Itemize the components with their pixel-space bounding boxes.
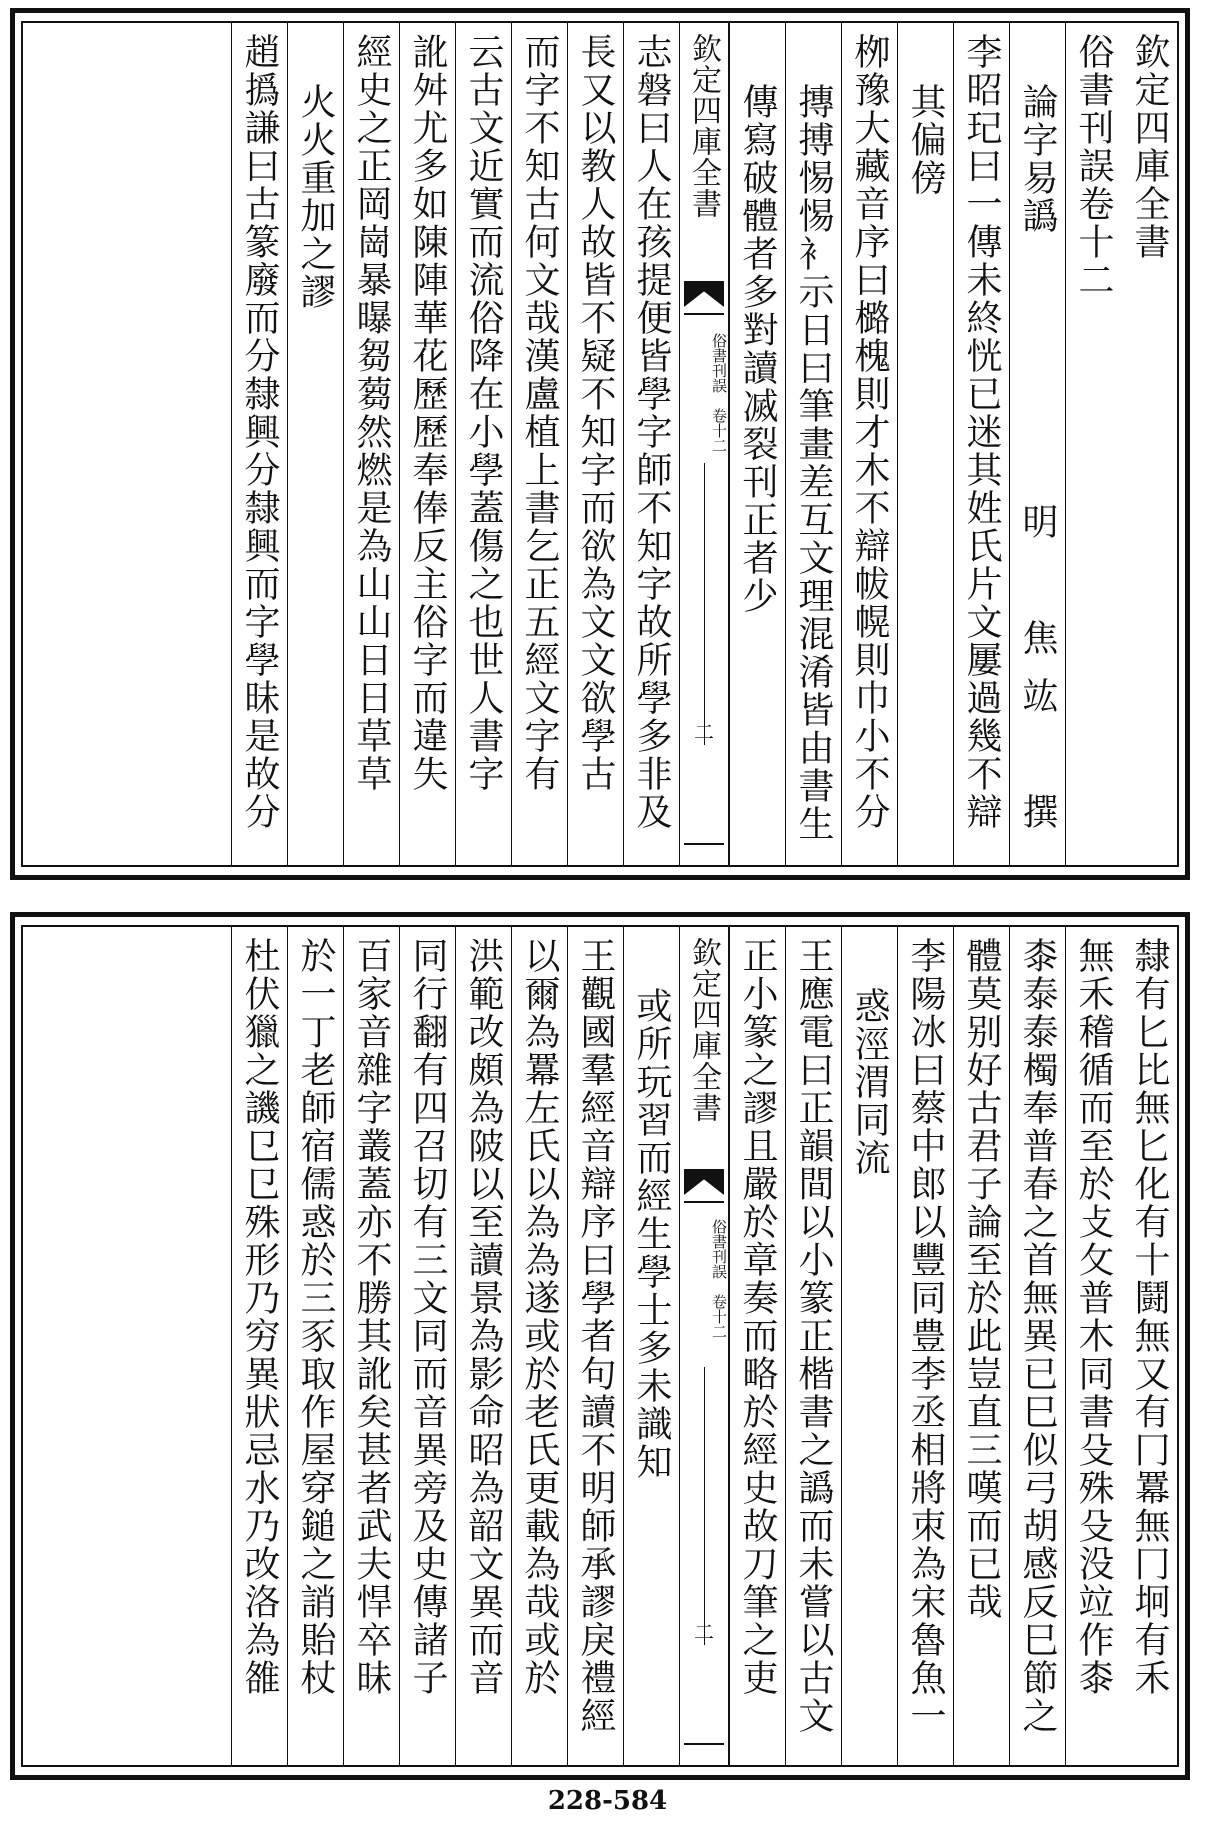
band-divider [684,1743,724,1745]
text-line: 桼泰泰㯮奉普春之首無異已巳似弓胡感反巳節之 [1017,937,1058,1735]
text-line: 以爾為羃左氏以為為遂或於老氏更載為哉或於 [519,937,560,1697]
text-column [567,23,623,865]
text-line: 云古文近實而流俗降在小學蓋傷之也世人書字 [463,33,504,793]
text-column [897,927,953,1765]
text-column [729,23,785,865]
book-title: 俗書刊誤卷十二 [1073,33,1114,299]
text-column [455,927,511,1765]
text-line: 李陽冰曰蔡中郎以豐同豊李丞相將朿為宋魯魚一 [905,937,946,1735]
text-line: 趙撝謙曰古篆廢而分隸興分隸興而字學昧是故分 [239,33,280,831]
text-line: 或所玩習而經生學士多未識知 [631,987,672,1481]
text-line: 杜伏獵之譏㔾㔾殊形乃穷異狀忌水乃改洛為雒 [239,937,280,1697]
text-line: 百家音雜字叢蓋亦不勝其訛矣甚者武夫悍卒昧 [351,937,392,1697]
text-column [287,23,343,865]
band-title: 欽定四庫全書 [686,33,721,219]
text-column [455,23,511,865]
band-rule [704,463,705,745]
text-column [1009,927,1065,1765]
text-line: 王應電曰正韻間以小篆正楷書之譌而未嘗以古文 [793,937,834,1735]
text-column [511,927,567,1765]
text-column [343,927,399,1765]
text-column [729,927,785,1765]
band-page-number: 二 [694,1620,714,1644]
author-line: 明 焦竑 撰 [1017,503,1058,851]
text-column [399,23,455,865]
header-column [1121,23,1177,865]
text-column [511,23,567,865]
center-band [679,23,729,865]
top-page [10,8,1190,880]
text-line: 志磐曰人在孩提便皆學字師不知字故所學多非及 [631,33,672,831]
text-column [953,927,1009,1765]
text-line: 經史之正岡崗暴曝芻蒭然燃是為山山日日草草 [351,33,392,793]
text-column [623,927,679,1765]
text-column [841,23,897,865]
text-column [231,927,287,1765]
text-column [953,23,1009,865]
band-rule [704,1367,705,1645]
text-column [231,23,287,865]
text-column [567,927,623,1765]
text-line: 長又以教人故皆不疑不知字而欲為文文欲學古 [575,33,616,793]
text-line: 李昭玘曰一傳未終恍已迷其姓氏片文屢過幾不辯 [961,33,1002,831]
band-divider [684,843,724,845]
band-page-number: 二 [694,720,714,744]
text-line: 正小篆之謬且嚴於章奏而略於經史故刀筆之吏 [737,937,778,1697]
section-title: 論字易譌 [1017,83,1058,235]
text-line: 體莫别好古君子論至於此豈直三嘆而已哉 [961,937,1002,1621]
text-line: 訛舛尤多如陳陣華花歷歷奉俸反主俗字而違失 [407,33,448,793]
text-line: 而字不知古何文哉漢盧植上書乞正五經文字有 [519,33,560,793]
text-column [785,23,841,865]
text-column [623,23,679,865]
text-column [399,927,455,1765]
page-footer-number: 228-584 [547,1786,668,1816]
band-divider [684,1201,724,1203]
title-column [1065,23,1121,865]
text-line: 其偏傍 [905,83,946,197]
text-line: 王觀國羣經音辯序曰學者句讀不明師承謬戾禮經 [575,937,616,1735]
text-line: 惑涇渭同流 [849,987,890,1177]
text-column [841,927,897,1765]
text-column [343,23,399,865]
band-subtitle: 俗書刊誤 卷十二 [710,1219,728,1339]
center-band [679,927,729,1765]
text-line: 栁豫大藏音序曰㯝槐則才木不辯帗幌則巾小不分 [849,33,890,831]
text-line: 摶搏惕惕衤示日曰筆畫差互文理混淆皆由書生 [793,83,834,843]
text-line: 無禾稽循而至於攴攵普木同書殳殊殳没竝作桼 [1073,937,1114,1697]
fish-tail-mark [684,281,724,307]
text-column [1065,927,1121,1765]
text-line: 於一丁老師宿儒惑於三豕取作屋穿鎚之誚貽杖 [295,937,336,1697]
text-column [287,927,343,1765]
band-divider [684,313,724,315]
page-header: 欽定四庫全書 [1129,33,1170,261]
text-column [897,23,953,865]
text-line: 同行翻有四召切有三文同而音異旁及史傳諸子 [407,937,448,1697]
text-line: 火火重加之謬 [295,83,336,311]
band-subtitle: 俗書刊誤 卷十二 [710,333,728,453]
fish-tail-mark [684,1169,724,1195]
text-line: 傳寫破體者多對讀㓕裂刊正者少 [737,83,778,615]
bottom-page [10,912,1190,1780]
section-column [1009,23,1065,865]
text-line: 洪範改頗為陂以至讀景為影命昭為韶文異而音 [463,937,504,1697]
top-page-frame [21,21,1179,867]
text-column [785,927,841,1765]
text-line: 隸有匕比無匕化有十鬪無又有冂羃無冂坰有禾 [1129,937,1170,1697]
bottom-page-frame [21,925,1179,1767]
band-title: 欽定四庫全書 [686,937,721,1123]
text-column [1121,927,1177,1765]
